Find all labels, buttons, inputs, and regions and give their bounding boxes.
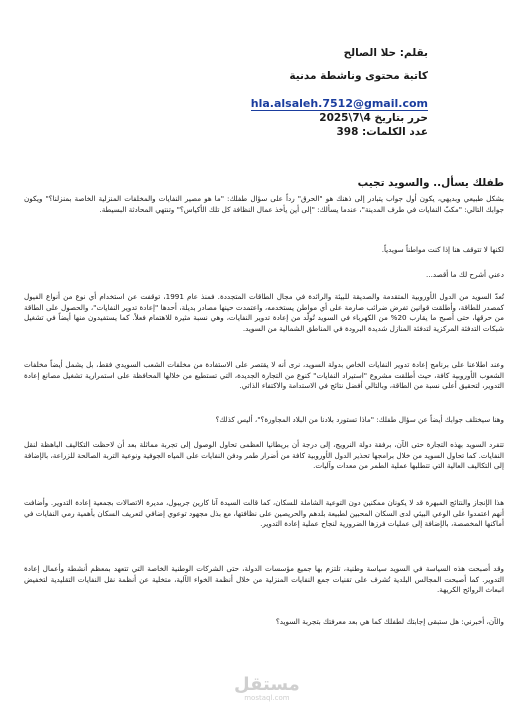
date-line: حرر بتاريخ 4\7\2025: [319, 112, 428, 124]
paragraph: لكنها لا تتوقف هنا إذا كنت مواطناً سويدياً.: [381, 245, 504, 254]
paragraph: هذا الإنجاز والنتائج المبهرة قد لا يكونان ممكنين دون التوعية الشاملة للسكان، كما قالت السيدة آنا كارين جريبول، مديرة الاتصالات بجمعية إعادة التدوير. وأضافت أنهم اعتمدوا على الوعي البيئي لدى السكان المحبين لطبيعة بلدهم والحريصين على نظافتها، مع بذل مجهود توعوي إضافي لتعريف السكان بأهمية رمي النفايات في أماكنها المخصصة، بالإضافة إلى عمليات فرزها الضرورية لنجاح عملية إعادة التدوير.: [24, 498, 504, 529]
watermark-brand: مستقل: [234, 674, 300, 695]
author-line: بقلم: حلا الصالح: [343, 47, 428, 59]
paragraph: بشكل طبيعي وبديهي، يكون أول جواب يتبادر إلى ذهنك هو "الحرق" رداً على سؤال طفلك: "ما هو مصير النفايات والمخلفات المنزلية الخاصة بمنزلنا؟" ويكون جوابك التالي: "مكبّ النفايات في طرف المدينة"، عندما يسألك: "إلى أين يأخذ عمال النظافة كل تلك الأكياس؟" وتنتهي المحادثة البسيطة.: [24, 194, 504, 214]
paragraph: تُعدّ السويد من الدول الأوروبية المتقدمة والصديقة للبيئة والرائدة في مجال الطاقات المتجددة. فمنذ عام 1991، توقفت عن استخدام أي نوع من أنواع الفيول كمصدر للطاقة، وأطلقت قوانين تفرض ضرائب صارمة على أي مواطن يستخدمه، واعتمدت حينها مصادر بديلة، أحدها "إعادة تدوير النفايات"، والحصول على الطاقة من حرقها، حتى أصبح ما يقارب 20% من الكهرباء في السويد تُولّد من إعادة تدوير النفايات، وهي نسبة مثيرة للاهتمام فعلاً. كما يستفيدون منها أيضاً في تشغيل شبكات التدفئة المركزية لتدفئة المنازل شديدة البرودة في المناطق الشمالية من السويد.: [24, 292, 504, 333]
paragraph: والآن، أخبرني: هل ستبقى إجابتك لطفلك كما هي بعد معرفتك بتجربة السويد؟: [275, 617, 504, 626]
author-role: كاتبة محتوى وناشطة مدنية: [289, 70, 428, 82]
email-link[interactable]: hla.alsaleh.7512@gmail.com: [250, 97, 428, 110]
paragraph: دعني أشرح لك ما أقصد...: [426, 270, 504, 279]
author-email[interactable]: [60, 97, 428, 110]
paragraph: تتفرد السويد بهذه التجارة حتى الآن، برفقة دولة النرويج، إلى درجة أن بريطانيا العظمى تحاول الوصول إلى تجربة مماثلة بعد أن لاحظت التكاليف الباهظة لنقل النفايات. كما تحاول السويد من خلال برامجها تحذير الدول الأوروبية كافة من أضرار طمر ودفن النفايات على المياه الجوفية ونوعية التربة الصالحة للزراعة، بالإضافة إلى التكاليف العالية التي تتطلبها عملية الطمر من معدات وآليات.: [24, 440, 504, 471]
paragraph: وهنا سيختلف جوابك أيضاً عن سؤال طفلك: "ماذا تستورد بلادنا من البلاد المجاورة؟"، أليس كذلك؟: [215, 415, 504, 424]
word-count: عدد الكلمات: 398: [336, 126, 428, 138]
paragraph: وعند اطلاعنا على برنامج إعادة تدوير النفايات الخاص بدولة السويد، نرى أنه لا يقتصر على الاستفادة من مخلفات الشعب السويدي فقط، بل يشمل أيضاً مخلفات الشعوب الأوروبية كافة، حيث أطلقت مشروع "استيراد النفايات" كنوع من التجارة الجديدة، التي تستطيع من خلالها المحافظة على استمرارية تشغيل مصانع إعادة التدوير، لتحقيق أعلى نسبة من الطاقة، وبالتالي أفضل نتائج في الاستدامة والاكتفاء الذاتي.: [24, 360, 504, 391]
article-title: طفلك يسأل.. والسويد تجيب: [357, 177, 504, 189]
mostaql-watermark: [234, 676, 300, 702]
watermark-domain: mostaql.com: [244, 694, 290, 702]
paragraph: وقد أصبحت هذه السياسة في السويد سياسة وطنية، تلتزم بها جميع مؤسسات الدولة، حتى الشركات الوطنية الخاصة التي تتعهد بمعظم أنشطة وأعمال إعادة التدوير. كما أصبحت المجالس البلدية تُشرف على تقنيات جمع النفايات المنزلية من خلال أنظمة الخواء الآلية، متخلية عن أنظمة نقل النفايات التقليدية لتخفيض انبعاث الروائح الكريهة.: [24, 564, 504, 595]
